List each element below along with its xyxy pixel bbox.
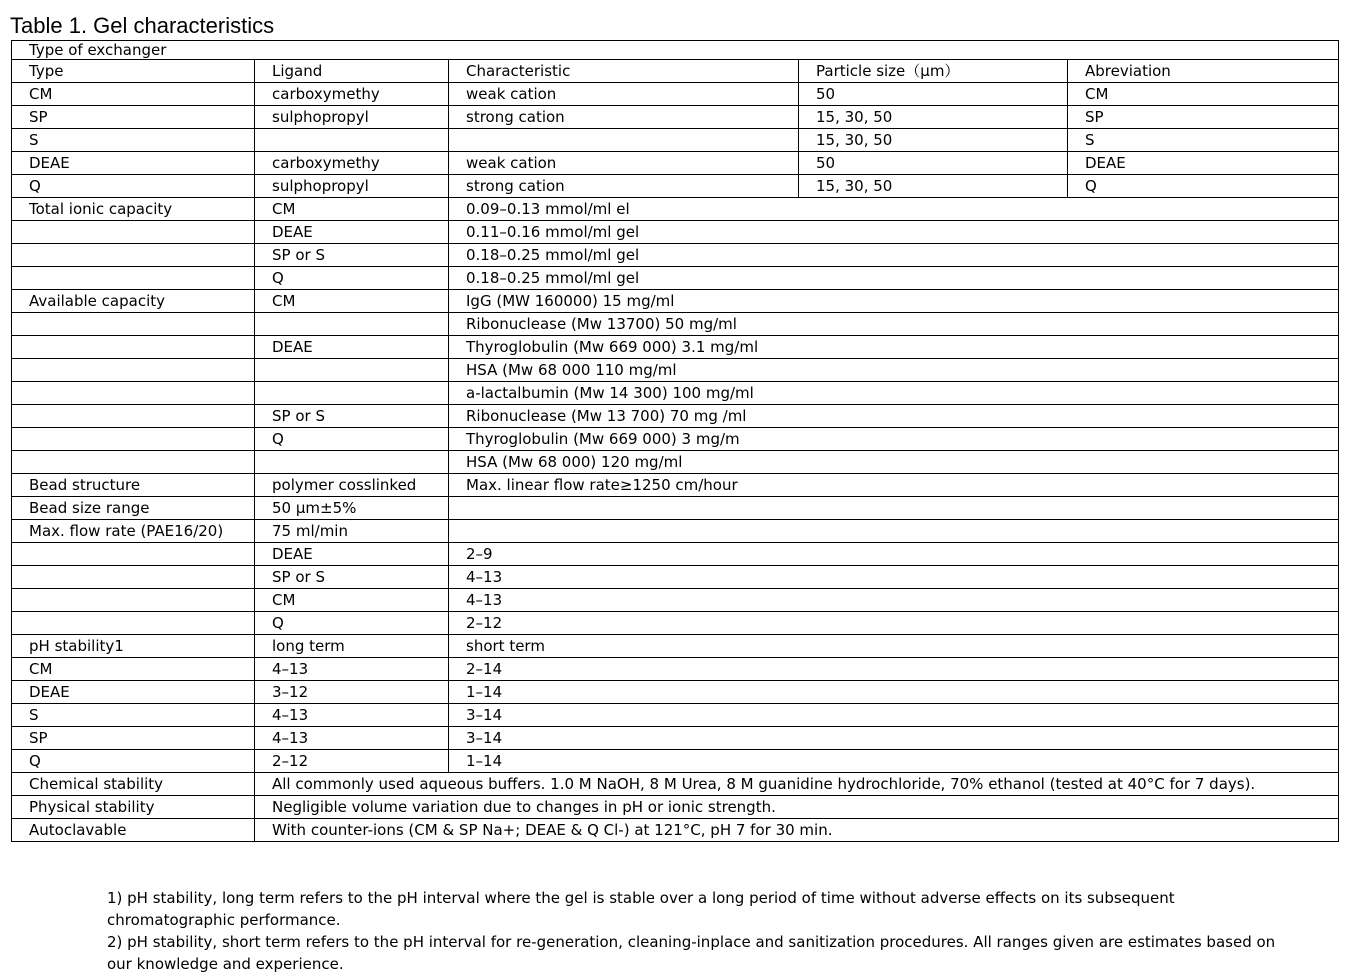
table-cell: HSA (Mw 68 000 110 mg/ml	[449, 359, 1339, 382]
table-cell: SP	[1068, 106, 1339, 129]
table-cell	[12, 589, 255, 612]
table-cell	[12, 267, 255, 290]
footnote: 2) pH stability, short term refers to the pH interval for re-generation, cleaning-inplace and sanitization procedures. All ranges given are estimates based on our knowledge and experience.	[107, 933, 1276, 973]
table-cell	[12, 313, 255, 336]
table-cell	[12, 428, 255, 451]
table-cell: 15, 30, 50	[799, 175, 1068, 198]
table-row	[12, 106, 1339, 129]
table-cell: a-lactalbumin (Mw 14 300) 100 mg/ml	[449, 382, 1339, 405]
table-cell: Ribonuclease (Mw 13 700) 70 mg /ml	[449, 405, 1339, 428]
table-row	[12, 83, 1339, 106]
table-cell: 0.09–0.13 mmol/ml el	[449, 198, 1339, 221]
table-cell	[12, 336, 255, 359]
table-cell	[12, 405, 255, 428]
table-cell: strong cation	[449, 106, 799, 129]
table-cell: 1–14	[449, 681, 1339, 704]
table-row	[12, 382, 1339, 405]
header-cell: Particle size（μm）	[799, 60, 1068, 83]
table-cell: 3–12	[255, 681, 449, 704]
table-row	[12, 681, 1339, 704]
table-cell: weak cation	[449, 152, 799, 175]
table-cell: SP or S	[255, 244, 449, 267]
table-cell: Max. flow rate (PAE16/20)	[12, 520, 255, 543]
table-cell: carboxymethy	[255, 83, 449, 106]
table-cell: SP	[12, 727, 255, 750]
table-row	[12, 175, 1339, 198]
table-row	[12, 704, 1339, 727]
table-cell	[255, 359, 449, 382]
table-cell: 15, 30, 50	[799, 106, 1068, 129]
table-cell: With counter-ions (CM & SP Na+; DEAE & Q Cl-) at 121°C, pH 7 for 30 min.	[255, 819, 1339, 842]
table-cell: S	[12, 704, 255, 727]
table-row	[12, 520, 1339, 543]
table-cell: S	[12, 129, 255, 152]
table-cell: short term	[449, 635, 1339, 658]
table-cell: DEAE	[255, 543, 449, 566]
table-cell: CM	[255, 198, 449, 221]
table-cell: 4–13	[255, 727, 449, 750]
section-row	[12, 41, 1339, 60]
table-cell: 50	[799, 152, 1068, 175]
table-cell: 3–14	[449, 727, 1339, 750]
table-cell	[12, 382, 255, 405]
table-cell: SP or S	[255, 405, 449, 428]
table-cell: pH stability1	[12, 635, 255, 658]
table-cell: Total ionic capacity	[12, 198, 255, 221]
table-cell: carboxymethy	[255, 152, 449, 175]
table-row	[12, 290, 1339, 313]
table-cell: 2–12	[255, 750, 449, 773]
table-row	[12, 244, 1339, 267]
table-row	[12, 727, 1339, 750]
table-row	[12, 129, 1339, 152]
table-cell: polymer cosslinked	[255, 474, 449, 497]
header-row	[12, 60, 1339, 83]
table-cell: 75 ml/min	[255, 520, 449, 543]
table-row	[12, 612, 1339, 635]
table-row	[12, 658, 1339, 681]
table-cell: Thyroglobulin (Mw 669 000) 3.1 mg/ml	[449, 336, 1339, 359]
table-cell: weak cation	[449, 83, 799, 106]
table-cell	[255, 129, 449, 152]
table-cell: 0.18–0.25 mmol/ml gel	[449, 244, 1339, 267]
table-cell	[12, 244, 255, 267]
header-cell: Type	[12, 60, 255, 83]
table-cell: 2–12	[449, 612, 1339, 635]
table-cell: CM	[255, 589, 449, 612]
table-row	[12, 451, 1339, 474]
table-cell	[12, 221, 255, 244]
table-row	[12, 152, 1339, 175]
header-cell: Abreviation	[1068, 60, 1339, 83]
table-row	[12, 313, 1339, 336]
table-cell: DEAE	[12, 681, 255, 704]
table-cell	[12, 612, 255, 635]
table-cell: 1–14	[449, 750, 1339, 773]
table-cell	[449, 520, 1339, 543]
table-row	[12, 359, 1339, 382]
table-cell: 50	[799, 83, 1068, 106]
table-row	[12, 267, 1339, 290]
table-cell	[255, 451, 449, 474]
table-cell: DEAE	[255, 336, 449, 359]
table-cell: Q	[12, 750, 255, 773]
header-cell: Ligand	[255, 60, 449, 83]
table-cell: DEAE	[255, 221, 449, 244]
table-row	[12, 428, 1339, 451]
table-cell	[12, 359, 255, 382]
table-cell: Physical stability	[12, 796, 255, 819]
table-cell: DEAE	[12, 152, 255, 175]
table-cell: IgG (MW 160000) 15 mg/ml	[449, 290, 1339, 313]
table-cell: Q	[255, 612, 449, 635]
table-cell: 15, 30, 50	[799, 129, 1068, 152]
table-cell: Chemical stability	[12, 773, 255, 796]
table-cell: 0.11–0.16 mmol/ml gel	[449, 221, 1339, 244]
table-cell: 0.18–0.25 mmol/ml gel	[449, 267, 1339, 290]
table-cell: Autoclavable	[12, 819, 255, 842]
table-row	[12, 773, 1339, 796]
table-cell: Bead structure	[12, 474, 255, 497]
table-cell: Q	[255, 267, 449, 290]
section-label: Type of exchanger	[12, 41, 1339, 60]
table-cell: sulphopropyl	[255, 106, 449, 129]
table-cell: CM	[1068, 83, 1339, 106]
table-row	[12, 796, 1339, 819]
table-cell	[12, 451, 255, 474]
table-cell	[12, 566, 255, 589]
table-cell: Negligible volume variation due to changes in pH or ionic strength.	[255, 796, 1339, 819]
table-cell: CM	[12, 658, 255, 681]
table-cell: 4–13	[449, 566, 1339, 589]
table-cell: All commonly used aqueous buffers. 1.0 M NaOH, 8 M Urea, 8 M guanidine hydrochloride, 70% ethanol (tested at 40°C for 7 days).	[255, 773, 1339, 796]
table-title: Table 1. Gel characteristics	[10, 13, 275, 38]
table-cell: CM	[12, 83, 255, 106]
table-cell: 2–14	[449, 658, 1339, 681]
table-cell: Bead size range	[12, 497, 255, 520]
table-cell: Q	[255, 428, 449, 451]
table-cell: Q	[12, 175, 255, 198]
table-row	[12, 336, 1339, 359]
table-cell: 4–13	[255, 658, 449, 681]
table-cell: 4–13	[255, 704, 449, 727]
table-cell: Q	[1068, 175, 1339, 198]
table-row	[12, 198, 1339, 221]
table-row	[12, 750, 1339, 773]
table-row	[12, 543, 1339, 566]
table-cell: 50 μm±5%	[255, 497, 449, 520]
footnote: 1) pH stability, long term refers to the pH interval where the gel is stable over a long period of time without adverse effects on its subsequent chromatographic performance.	[107, 889, 1175, 929]
table-cell: 2–9	[449, 543, 1339, 566]
table-cell: 3–14	[449, 704, 1339, 727]
table-cell	[255, 313, 449, 336]
table-row	[12, 819, 1339, 842]
gel-characteristics-table	[11, 40, 1339, 842]
table-cell	[449, 129, 799, 152]
table-cell: 4–13	[449, 589, 1339, 612]
table-cell: DEAE	[1068, 152, 1339, 175]
table-cell: HSA (Mw 68 000) 120 mg/ml	[449, 451, 1339, 474]
table-cell: Max. linear flow rate≥1250 cm/hour	[449, 474, 1339, 497]
table-cell: strong cation	[449, 175, 799, 198]
table-cell	[12, 543, 255, 566]
table-row	[12, 635, 1339, 658]
table-cell: Available capacity	[12, 290, 255, 313]
table-cell: S	[1068, 129, 1339, 152]
table-row	[12, 474, 1339, 497]
table-cell	[255, 382, 449, 405]
header-cell: Characteristic	[449, 60, 799, 83]
table-row	[12, 497, 1339, 520]
table-cell: long term	[255, 635, 449, 658]
table-cell: Ribonuclease (Mw 13700) 50 mg/ml	[449, 313, 1339, 336]
footnotes	[107, 887, 1287, 975]
table-cell: SP or S	[255, 566, 449, 589]
table-row	[12, 221, 1339, 244]
table-cell: CM	[255, 290, 449, 313]
table-cell: sulphopropyl	[255, 175, 449, 198]
table-cell: Thyroglobulin (Mw 669 000) 3 mg/m	[449, 428, 1339, 451]
table-cell	[449, 497, 1339, 520]
table-cell: SP	[12, 106, 255, 129]
table-row	[12, 589, 1339, 612]
table-row	[12, 405, 1339, 428]
table-row	[12, 566, 1339, 589]
